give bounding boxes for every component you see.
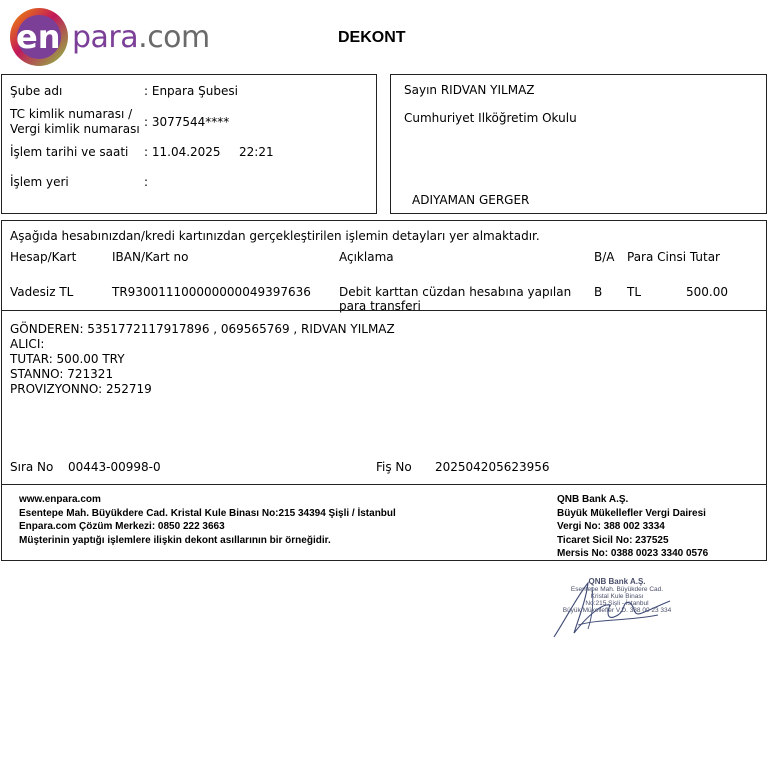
sequence-value: 00443-00998-0	[68, 460, 161, 474]
detail-stanno: STANNO: 721321	[10, 367, 114, 381]
date-value: : 11.04.2025	[144, 145, 221, 159]
tc-label-line1: TC kimlik numarası /	[10, 107, 133, 121]
footer-note: Müşterinin yaptığı işlemlere ilişkin dekont asıllarının bir örneğidir.	[19, 534, 331, 546]
customer-city: ADIYAMAN GERGER	[412, 193, 530, 207]
branch-info-box	[1, 74, 377, 214]
date-label: İşlem tarihi ve saati	[10, 145, 129, 159]
footer-website: www.enpara.com	[19, 494, 101, 505]
transaction-intro: Aşağıda hesabınızdan/kredi kartınızdan gerçekleştirilen işlemin detayları yer almaktadır.	[10, 229, 540, 243]
signature-icon	[548, 575, 688, 645]
header-description: Açıklama	[339, 250, 394, 264]
logo-en-text: en	[16, 18, 61, 56]
location-value: :	[144, 175, 149, 189]
branch-value: : Enpara Şubesi	[144, 84, 238, 98]
receipt-label: Fiş No	[376, 460, 412, 474]
sequence-label: Sıra No	[10, 460, 54, 474]
detail-recipient: ALICI:	[10, 337, 45, 351]
detail-provision: PROVIZYONNO: 252719	[10, 382, 152, 396]
row-account: Vadesiz TL	[10, 285, 74, 299]
enpara-logo	[8, 6, 210, 68]
tax-number: Vergi No: 388 002 3334	[557, 521, 665, 532]
row-description: Debit karttan cüzdan hesabına yapılan para transferi	[339, 285, 572, 313]
header-iban: IBAN/Kart no	[112, 250, 189, 264]
header-account: Hesap/Kart	[10, 250, 77, 264]
detail-amount: TUTAR: 500.00 TRY	[10, 352, 125, 366]
row-iban: TR930011100000000049397636	[112, 285, 311, 299]
mersis-number: Mersis No: 0388 0023 3340 0576	[557, 548, 709, 559]
section-divider	[2, 310, 766, 311]
row-currency: TL	[627, 285, 642, 299]
logo-para-text	[72, 20, 210, 55]
stamp-line-2: Esentepe Mah. Büyükdere Cad.	[570, 586, 664, 593]
footer-support: Enpara.com Çözüm Merkezi: 0850 222 3663	[19, 521, 225, 532]
bank-stamp	[548, 575, 688, 645]
tax-office: Büyük Mükellefler Vergi Dairesi	[557, 507, 706, 519]
footer-left	[19, 493, 396, 547]
time-value: 22:21	[239, 145, 274, 159]
customer-address: Cumhuriyet Ilköğretim Okulu	[404, 111, 577, 125]
stamp-line-1: QNB Bank A.Ş.	[588, 577, 646, 586]
trade-registry: Ticaret Sicil No: 237525	[557, 534, 669, 546]
tc-label-line2: Vergi kimlik numarası	[10, 122, 140, 136]
footer-address: Esentepe Mah. Büyükdere Cad. Kristal Kule Binası No:215 34394 Şişli / İstanbul	[19, 507, 396, 519]
stamp-line-3: Kristal Kule Binası	[590, 593, 644, 600]
branch-label: Şube adı	[10, 84, 63, 98]
logo-com: .com	[138, 20, 210, 55]
transaction-box	[1, 220, 767, 561]
header-ba: B/A	[594, 250, 615, 264]
row-ba: B	[594, 285, 603, 299]
stamp-line-4: No:215 Şişli - İstanbul	[585, 600, 649, 607]
stamp-line-5: Büyük Mükellefler V.D. 388 00 23 334	[562, 607, 672, 614]
footer-right	[557, 493, 708, 561]
logo-para: para	[72, 20, 139, 55]
bank-name: QNB Bank A.Ş.	[557, 494, 629, 505]
customer-greeting: Sayın RIDVAN YILMAZ	[404, 83, 535, 97]
row-amount: 500.00	[686, 285, 728, 299]
detail-sender: GÖNDEREN: 5351772117917896 , 069565769 , RIDVAN YILMAZ	[10, 322, 395, 336]
document-title: DEKONT	[338, 29, 406, 46]
receipt-value: 202504205623956	[435, 460, 550, 474]
header-currency-amount: Para Cinsi Tutar	[627, 250, 720, 264]
tc-value: : 3077544****	[144, 115, 230, 129]
footer-divider	[2, 484, 766, 485]
customer-address-box	[390, 74, 767, 214]
location-label: İşlem yeri	[10, 175, 69, 189]
